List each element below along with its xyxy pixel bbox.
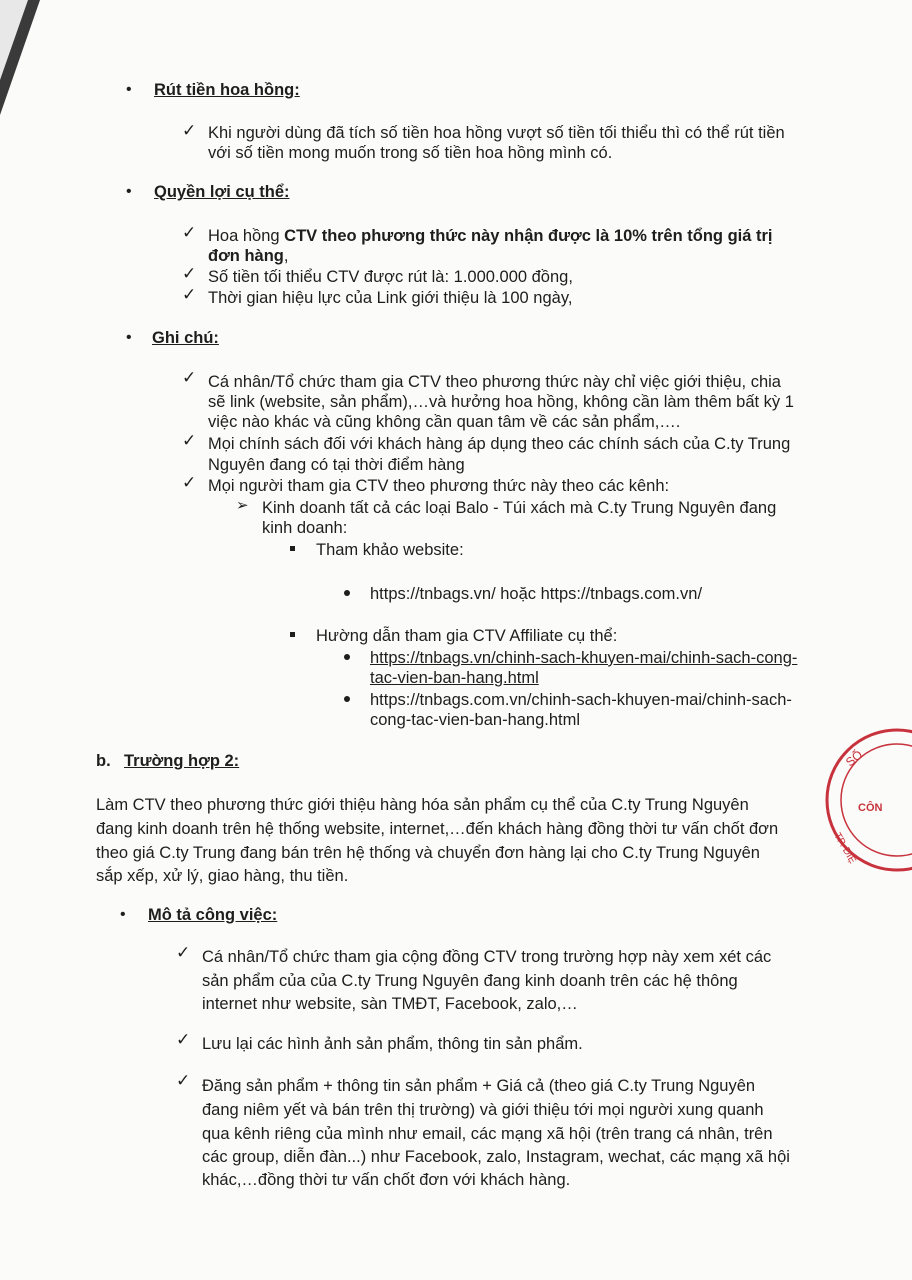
affiliate-link-1-cont[interactable]: tac-vien-ban-hang.html (370, 669, 539, 687)
text-line: sẽ link (website, sản phẩm),…và hưởng hoa hồng, không cần làm thêm bất kỳ 1 (208, 393, 794, 411)
affiliate-link-2-cont: cong-tac-vien-ban-hang.html (370, 711, 581, 729)
text-line: Tham khảo website: (316, 541, 464, 559)
text-line: Hường dẫn tham gia CTV Affiliate cụ thể: (316, 627, 618, 645)
text-line: khác,…đồng thời tư vấn chốt đơn với khách hàng. (202, 1171, 571, 1189)
text-line: Lưu lại các hình ảnh sản phẩm, thông tin sản phẩm. (202, 1035, 583, 1053)
text-line: internet như website, sàn TMĐT, Facebook, zalo,… (202, 995, 578, 1013)
square-bullet-icon (290, 546, 295, 551)
web-links: https://tnbags.vn/ hoặc https://tnbags.com.vn/ (370, 585, 703, 603)
affiliate-link-2: https://tnbags.com.vn/chinh-sach-khuyen-mai/chinh-sach- (370, 691, 792, 709)
section-bullet: • (126, 81, 132, 98)
text-line: việc nào khác và cũng không cần quan tâm về các sản phẩm,…. (208, 413, 681, 431)
company-seal (822, 725, 912, 875)
case-label: b. (96, 752, 111, 770)
heading-quyen-loi: Quyền lợi cụ thể: (154, 183, 290, 201)
paragraph-line: Làm CTV theo phương thức giới thiệu hàng hóa sản phẩm cụ thể của C.ty Trung Nguyên (96, 796, 749, 814)
text-line: Khi người dùng đã tích số tiền hoa hồng vượt số tiền tối thiểu thì có thể rút tiền (208, 124, 785, 142)
check-icon: ✓ (176, 1030, 191, 1049)
square-bullet-icon (290, 632, 295, 637)
text-line: các group, diễn đàn...) như Facebook, zalo, Instagram, wechat, các mạng xã hội (202, 1148, 790, 1166)
arrow-bullet-icon: ➢ (236, 497, 249, 514)
check-icon: ✓ (182, 473, 197, 492)
check-icon: ✓ (182, 121, 197, 140)
paragraph-line: đang kinh doanh trên hệ thống website, internet,…đến khách hàng đồng thời tư vấn chốt đơn (96, 820, 779, 838)
text-line: Hoa hồng CTV theo phương thức này nhận được là 10% trên tổng giá trị (208, 227, 773, 245)
text-line: kinh doanh: (262, 519, 348, 537)
text-line: Cá nhân/Tổ chức tham gia CTV theo phương thức này chỉ việc giới thiệu, chia (208, 373, 781, 391)
page-fold-shadow (0, 0, 40, 130)
text-line: đang niêm yết và bán trên thị trường) và giới thiệu tới mọi người xung quanh (202, 1101, 764, 1119)
heading-rut-tien: Rút tiền hoa hồng: (154, 81, 300, 99)
check-icon: ✓ (182, 285, 197, 304)
check-icon: ✓ (176, 1071, 191, 1090)
paragraph-line: sắp xếp, xử lý, giao hàng, thu tiền. (96, 867, 349, 885)
section-bullet: • (126, 329, 132, 346)
heading-ghi-chu: Ghi chú: (152, 329, 219, 347)
dot-bullet-icon (344, 590, 350, 596)
text-line: Kinh doanh tất cả các loại Balo - Túi xách mà C.ty Trung Nguyên đang (262, 499, 777, 517)
check-icon: ✓ (182, 264, 197, 283)
seal-text: CÔN (858, 802, 883, 814)
paragraph-line: theo giá C.ty Trung đang bán trên hệ thống và chuyển đơn hàng lại cho C.ty Trung Nguyên (96, 844, 760, 862)
text-line: Thời gian hiệu lực của Link giới thiệu là 100 ngày, (208, 289, 573, 307)
text-line: đơn hàng, (208, 247, 289, 265)
affiliate-link-1[interactable]: https://tnbags.vn/chinh-sach-khuyen-mai/chinh-sach-cong- (370, 649, 798, 667)
dot-bullet-icon (344, 696, 350, 702)
text-line: qua kênh riêng của mình như email, các mạng xã hội (trên trang cá nhân, trên (202, 1125, 773, 1143)
text-line: Số tiền tối thiểu CTV được rút là: 1.000.000 đồng, (208, 268, 573, 286)
text-line: với số tiền mong muốn trong số tiền hoa hồng mình có. (208, 144, 613, 162)
section-bullet: • (120, 906, 126, 923)
dot-bullet-icon (344, 654, 350, 660)
heading-truong-hop-2: Trường hợp 2: (124, 752, 240, 770)
text-line: Cá nhân/Tổ chức tham gia cộng đồng CTV trong trường hợp này xem xét các (202, 948, 772, 966)
heading-mo-ta: Mô tả công việc: (148, 906, 278, 924)
seal-text: TP. ĐIỆ (831, 831, 858, 866)
text-line: Mọi người tham gia CTV theo phương thức này theo các kênh: (208, 477, 670, 495)
check-icon: ✓ (182, 223, 197, 242)
check-icon: ✓ (182, 368, 197, 387)
text-line: Nguyên đang có tại thời điểm hàng (208, 456, 465, 474)
check-icon: ✓ (182, 431, 197, 450)
check-icon: ✓ (176, 943, 191, 962)
text-line: Mọi chính sách đối với khách hàng áp dụng theo các chính sách của C.ty Trung (208, 435, 791, 453)
section-bullet: • (126, 183, 132, 200)
text-line: Đăng sản phẩm + thông tin sản phẩm + Giá cả (theo giá C.ty Trung Nguyên (202, 1077, 756, 1095)
text-line: sản phẩm của của C.ty Trung Nguyên đang kinh doanh trên các hệ thông (202, 972, 738, 990)
seal-text: SỐ (842, 747, 866, 770)
